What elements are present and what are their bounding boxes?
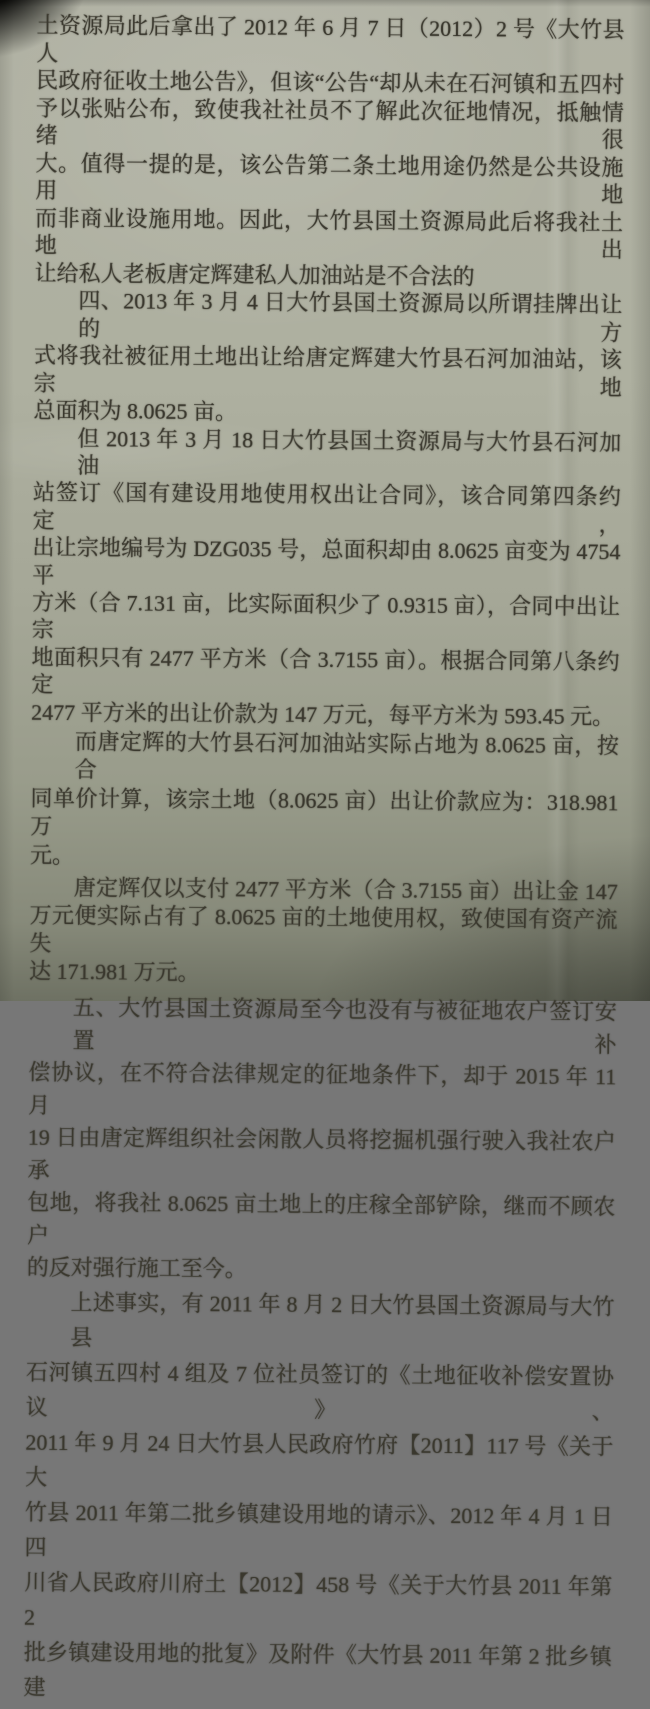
text-line: 的反对强行施工至今。 — [26, 1255, 247, 1282]
text-line: 2477 平方米的出让价款为 147 万元，每平方米为 593.45 元。 — [31, 699, 615, 729]
text-line: 而唐定辉的大竹县石河加油站实际占地为 8.0625 亩，按合 — [74, 729, 620, 783]
text-line: 万元便实际占有了 8.0625 亩的土地使用权，致使国有资产流失 — [29, 903, 618, 957]
text-line: 偿协议，在不符合法律规定的征地条件下，却于 2015 年 11 月 — [27, 1060, 617, 1118]
text-line: 予以张贴公布，致使我社社员不了解此次征地情况，抵触情绪很 — [35, 95, 624, 153]
text-line: 唐定辉仅以支付 2477 平方米（合 3.7155 亩）出让金 147 — [73, 875, 618, 905]
text-line: 大。值得一提的是，该公告第二条土地用途仍然是公共设施用地 — [35, 150, 624, 208]
text-line: 方米（合 7.131 亩，比实际面积少了 0.9315 亩），合同中出让宗 — [31, 589, 621, 643]
paragraph — [34, 12, 624, 292]
text-line: 出让宗地编号为 DZG035 号，总面积却由 8.0625 亩变为 4754 平 — [32, 534, 621, 588]
text-line: 竹县 2011 年第二批乡镇建设用地的请示》、2012 年 4 月 1 日四 — [24, 1499, 613, 1560]
text-line: 石河镇五四村 4 组及 7 位社员签订的《土地征收补偿安置协议》、 — [25, 1359, 615, 1425]
paragraph — [23, 1285, 614, 1709]
paragraph — [30, 728, 619, 875]
text-line: 地面积只有 2477 平方米（合 3.7155 亩）。根据合同第八条约定 — [31, 644, 620, 698]
text-line: 总面积为 8.0625 亩。 — [33, 397, 238, 425]
paragraph — [29, 874, 618, 991]
text-line: 同单价计算，该宗土地（8.0625 亩）出让价款应为：318.981 万 — [30, 785, 619, 840]
text-line: 包地，将我社 8.0625 亩土地上的庄稼全部铲除，继而不顾农户 — [26, 1190, 616, 1248]
text-line: 民政府征收土地公告》，但该“公告“却从未在石河镇和五四村 — [36, 67, 625, 98]
paragraph — [31, 424, 621, 730]
text-line: 元。 — [29, 842, 75, 869]
text-line: 19 日由唐定辉组织社会闲散人员将挖掘机强行驶入我社农户承 — [27, 1125, 616, 1183]
text-line: 批乡镇建设用地的批复》及附件《大竹县 2011 年第 2 批乡镇建 — [23, 1639, 612, 1700]
text-line: 达 171.981 万元。 — [29, 959, 200, 986]
paragraph — [27, 992, 617, 1289]
text-line: 五、大竹县国土资源局至今也没有与被征地农户签订安置补 — [72, 995, 617, 1058]
document-text — [23, 12, 624, 1709]
text-line: 土资源局此后拿出了 2012 年 6 月 7 日（2012）2 号《大竹县人 — [36, 12, 625, 66]
text-line: 但 2013 年 3 月 18 日大竹县国土资源局与大竹县石河加油 — [76, 425, 622, 479]
text-line: 四、2013 年 3 月 4 日大竹县国土资源局以所谓挂牌出让的方 — [78, 288, 623, 345]
text-line: 让给私人老板唐定辉建私人加油站是不合法的 — [34, 260, 475, 289]
text-line: 而非商业设施用地。因此，大竹县国土资源局此后将我社土地出 — [34, 205, 624, 263]
text-line: 式将我社被征用土地出让给唐定辉建大竹县石河加油站，该宗地 — [33, 342, 623, 400]
paragraph — [33, 287, 622, 429]
text-line: 2011 年 9 月 24 日大竹县人民政府竹府【2011】117 号《关于大 — [25, 1429, 614, 1490]
text-line: 川省人民政府川府土【2012】458 号《关于大竹县 2011 年第 2 — [23, 1569, 613, 1630]
text-line: 上述事实，有 2011 年 8 月 2 日大竹县国土资源局与大竹县 — [70, 1289, 615, 1351]
text-line: 站签订《国有建设用地使用权出让合同》，该合同第四条约定， — [32, 480, 621, 538]
